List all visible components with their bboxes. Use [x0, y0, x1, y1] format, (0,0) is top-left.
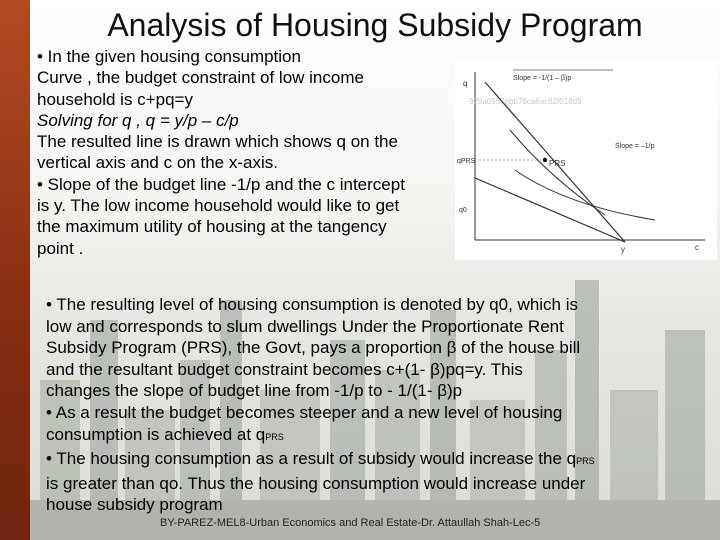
prs-point-label: PRS — [549, 159, 566, 168]
text-line: point . — [37, 238, 84, 258]
y-intercept-label: y — [621, 245, 625, 254]
text-line: Curve , the budget constraint of low income — [37, 68, 364, 88]
text-segment: • The housing consumption as a result of subsidy would increase the q — [46, 449, 577, 469]
text-line: household is c+pq=y — [37, 89, 193, 109]
text-line — [46, 448, 718, 473]
text-segment: consumption is achieved at q — [46, 424, 266, 444]
text-line: is greater than qo. Thus the housing consumption would increase under — [46, 473, 586, 493]
text-line — [46, 424, 718, 449]
text-line: • Slope of the budget line -1/p and the c intercept — [37, 174, 405, 194]
indifference-curve-original — [515, 170, 655, 220]
main-text-block — [46, 294, 718, 516]
slide-footer: BY-PAREZ-MEL8-Urban Economics and Real Estate-Dr. Attaullah Shah-Lec-5 — [160, 517, 541, 529]
slope-prs-label: Slope = -1/(1 – β)p — [513, 75, 572, 82]
q-prs-label: qPRS — [457, 158, 476, 165]
y-axis-label: q — [463, 79, 468, 88]
text-line: • In the given housing consumption — [37, 47, 301, 66]
q0-label: q0 — [459, 207, 467, 214]
budget-constraint-graph — [455, 60, 717, 260]
text-line: Subsidy Program (PRS), the Govt, pays a proportion β of the house bill — [46, 338, 581, 358]
prs-tangency-point — [543, 158, 547, 162]
text-line: The resulted line is drawn which shows q on the — [37, 132, 398, 152]
slope-label: Slope = –1/p — [615, 143, 655, 150]
left-accent-bar — [0, 0, 30, 540]
text-line: the maximum utility of housing at the tangency — [37, 217, 387, 237]
watermark-text: 929a0557ebb76ca6ac82f018d9 — [469, 97, 582, 106]
subscript-prs: PRS — [265, 431, 284, 442]
text-line: • The resulting level of housing consumption is denoted by q0, which is — [46, 295, 579, 314]
original-budget-line — [475, 178, 625, 242]
text-line: is y. The low income household would like to get — [37, 196, 400, 216]
intro-text-block — [37, 46, 482, 259]
text-line: vertical axis and c on the x-axis. — [37, 153, 278, 173]
text-line: and the resultant budget constraint becomes c+(1- β)pq=y. This — [46, 359, 523, 379]
text-line: low and corresponds to slum dwellings Under the Proportionate Rent — [46, 316, 564, 336]
x-axis-label: c — [695, 243, 699, 252]
text-line: Solving for q , q = y/p – c/p — [37, 110, 239, 130]
subscript-prs: PRS — [576, 456, 595, 467]
text-line: house subsidy program — [46, 495, 223, 515]
text-line: changes the slope of budget line from -1/p to - 1/(1- β)p — [46, 381, 463, 401]
slide-title: Analysis of Housing Subsidy Program — [107, 7, 643, 43]
text-line: • As a result the budget becomes steeper and a new level of housing — [46, 402, 563, 422]
